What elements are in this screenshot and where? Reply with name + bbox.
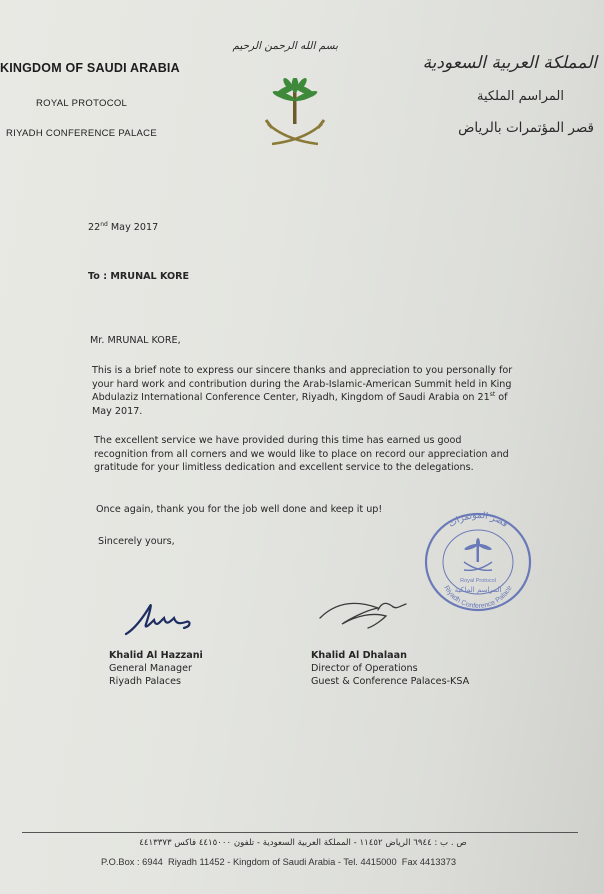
stamp-inner-text: Royal Protocol	[460, 578, 496, 584]
royal-protocol-en: ROYAL PROTOCOL	[36, 98, 128, 109]
paragraph-1	[92, 364, 524, 418]
stamp-emblem-icon	[464, 538, 493, 570]
date-rest: May 2017	[110, 222, 159, 233]
signature-right	[316, 596, 412, 636]
signatory-2-title: Director of Operations	[311, 663, 418, 674]
date-suffix: nd	[100, 220, 108, 228]
conference-palace-en: RIYADH CONFERENCE PALACE	[6, 128, 157, 139]
kingdom-title-ar: المملكة العربية السعودية	[422, 53, 597, 73]
paragraph-1-sup: st	[489, 390, 496, 398]
palm-and-swords-emblem-icon	[262, 78, 328, 150]
conference-palace-ar: قصر المؤتمرات بالرياض	[458, 120, 594, 136]
signatory-2-org: Guest & Conference Palaces-KSA	[311, 676, 470, 687]
paragraph-1-end: of May 2017.	[92, 392, 508, 417]
basmala: بسم الله الرحمن الرحيم	[232, 40, 338, 52]
letter-date	[88, 221, 158, 235]
footer-divider	[22, 832, 578, 833]
royal-protocol-ar: المراسم الملكية	[476, 89, 564, 104]
signatory-2-name: Khalid Al Dhalaan	[311, 650, 407, 661]
signature-left	[120, 598, 196, 640]
paragraph-1-main: This is a brief note to express our sincere thanks and appreciation to you personally for your hard work and contribution during the Arab-Islamic-American Summit held in King Abdulaziz International Conference Center, Riyadh, Kingdom of Saudi Arabia on 21	[92, 365, 513, 403]
paragraph-2: The excellent service we have provided during this time has earned us good recognition from all corners and we would like to place on record our appreciation and gratitude for your limitless dedication and excellent service to the delegations.	[94, 435, 509, 473]
recipient-line: To : MRUNAL KORE	[88, 271, 190, 282]
stamp-ring-text: Riyadh Conference Palace	[442, 584, 514, 611]
signatory-2	[311, 649, 469, 688]
signatory-1-title: General Manager	[109, 663, 192, 674]
date-day: 22	[88, 222, 101, 233]
stamp-top-text: قصر المؤتمرات	[446, 510, 510, 530]
salutation: Mr. MRUNAL KORE,	[90, 335, 181, 346]
signatory-1	[109, 649, 203, 688]
paragraph-3: Once again, thank you for the job well done and keep it up!	[96, 504, 383, 515]
signatory-1-org: Riyadh Palaces	[109, 676, 182, 687]
kingdom-title-en: KINGDOM OF SAUDI ARABIA	[0, 61, 180, 75]
stamp-bottom-text: المراسم الملكية	[454, 586, 502, 594]
closing: Sincerely yours,	[98, 536, 175, 547]
signatory-1-name: Khalid Al Hazzani	[109, 650, 203, 661]
footer-address-ar: ص . ب : ٦٩٤٤ الرياض ١١٤٥٢ - المملكة العربية السعودية - تلفون ٤٤١٥٠٠٠ فاكس ٤٤١٣٣٧٣	[139, 838, 467, 848]
official-stamp	[420, 510, 536, 614]
footer-address-en: P.O.Box : 6944 Riyadh 11452 - Kingdom of Saudi Arabia - Tel. 4415000 Fax 4413373	[101, 857, 457, 867]
